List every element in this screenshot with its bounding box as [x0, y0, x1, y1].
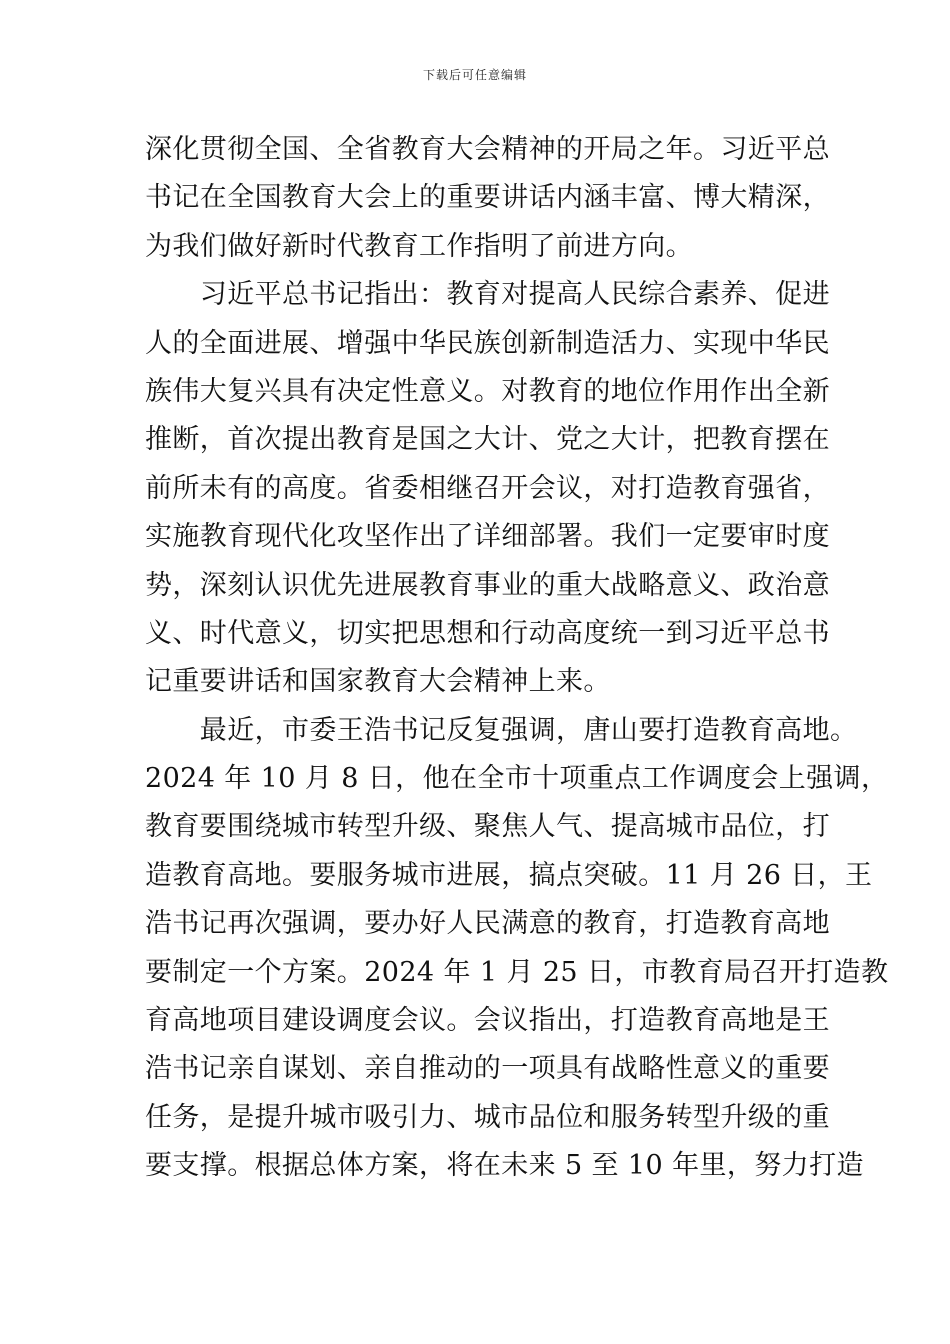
text-line: 实施教育现代化攻坚作出了详细部署。我们一定要审时度 [145, 521, 830, 553]
text-line: 造教育高地。要服务城市进展，搞点突破。11 月 26 日，王 [145, 859, 873, 891]
text-line: 浩书记亲自谋划、亲自推动的一项具有战略性意义的重要 [145, 1053, 830, 1085]
text-line: 要制定一个方案。2024 年 1 月 25 日，市教育局召开打造教 [145, 956, 889, 988]
text-line: 浩书记再次强调，要办好人民满意的教育，打造教育高地 [145, 908, 830, 940]
text-line: 书记在全国教育大会上的重要讲话内涵丰富、博大精深， [145, 182, 830, 214]
text-line: 义、时代意义，切实把思想和行动高度统一到习近平总书 [145, 617, 830, 649]
text-line: 人的全面进展、增强中华民族创新制造活力、实现中华民 [145, 327, 830, 359]
text-line: 前所未有的高度。省委相继召开会议，对打造教育强省， [145, 472, 830, 504]
text-line: 深化贯彻全国、全省教育大会精神的开局之年。习近平总 [145, 134, 830, 165]
text-line: 势，深刻认识优先进展教育事业的重大战略意义、政治意 [145, 569, 830, 601]
text-line: 记重要讲话和国家教育大会精神上来。 [145, 666, 611, 698]
document-body [145, 126, 889, 1191]
text-line: 2024 年 10 月 8 日，他在全市十项重点工作调度会上强调， [145, 763, 889, 795]
text-line: 任务，是提升城市吸引力、城市品位和服务转型升级的重 [145, 1101, 830, 1133]
text-line: 族伟大复兴具有决定性意义。对教育的地位作用作出全新 [145, 375, 830, 407]
text-line: 为我们做好新时代教育工作指明了前进方向。 [145, 230, 693, 262]
text-line: 习近平总书记指出：教育对提高人民综合素养、促进 [145, 279, 830, 311]
page-header: 下载后可任意编辑 [422, 68, 527, 82]
text-line: 推断，首次提出教育是国之大计、党之大计，把教育摆在 [145, 424, 830, 456]
text-line: 要支撑。根据总体方案，将在未来 5 至 10 年里，努力打造 [145, 1150, 864, 1182]
text-line: 最近，市委王浩书记反复强调，唐山要打造教育高地。 [145, 714, 858, 746]
text-line: 育高地项目建设调度会议。会议指出，打造教育高地是王 [145, 1005, 830, 1037]
text-line: 教育要围绕城市转型升级、聚焦人气、提高城市品位，打 [145, 811, 830, 843]
